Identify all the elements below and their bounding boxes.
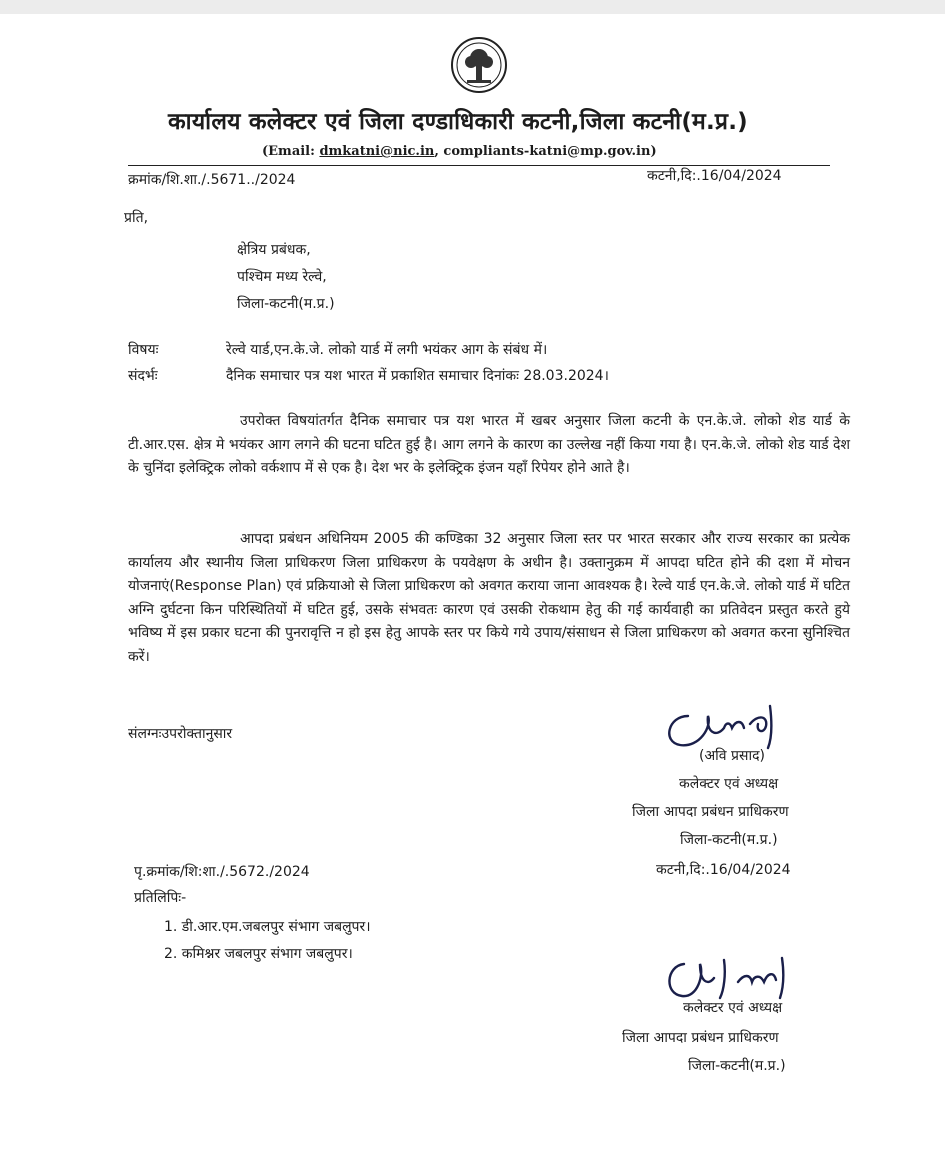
letter-ref-number: क्रमांक/शि.शा./.5671../2024 xyxy=(128,172,296,188)
copy-recipient-list xyxy=(164,914,371,968)
email-line xyxy=(262,144,657,159)
signatory-title-3: जिला-कटनी(म.प्र.) xyxy=(680,832,778,848)
signatory-title-1: कलेक्टर एवं अध्यक्ष xyxy=(679,776,779,792)
copy-signatory-title-2: जिला आपदा प्रबंधन प्राधिकरण xyxy=(622,1030,779,1046)
signatory-title-2: जिला आपदा प्रबंधन प्राधिकरण xyxy=(632,804,789,820)
email-prefix: (Email: xyxy=(262,144,320,159)
signatory-name: (अवि प्रसाद) xyxy=(699,748,765,764)
reference-label: संदर्भः xyxy=(128,368,158,384)
list-item: 1. डी.आर.एम.जबलपुर संभाग जबलुपर। xyxy=(164,919,371,935)
paragraph-text-1: उपरोक्त विषयांतर्गत दैनिक समाचार पत्र यश भारत में खबर अनुसार जिला कटनी के एन.के.जे. लोको शेड यार्ड के टी.आर.एस. क्षेत्र मे भयंकर आग लगने की घटना घटित हुई है। आग लगने के कारण का उल्लेख नहीं किया गया है। एन.के.जे. लोको शेड यार्ड देश के चुनिंदा इलेक्ट्रिक लोको वर्कशाप में से एक है। देश भर के इलेक्ट्रिक इंजन यहाँ रिपेयर होने आते है। xyxy=(128,413,850,476)
body-paragraph-1 xyxy=(128,410,850,481)
reference-text: दैनिक समाचार पत्र यश भारत में प्रकाशित समाचार दिनांकः 28.03.2024। xyxy=(226,368,609,384)
copy-label: प्रतिलिपिः- xyxy=(134,890,187,906)
copy-ref-number: पृ.क्रमांक/शि:शा./.5672./2024 xyxy=(134,864,310,880)
list-item: 2. कमिश्नर जबलपुर संभाग जबलुपर। xyxy=(164,946,353,962)
copy-signatory-title-3: जिला-कटनी(म.प्र.) xyxy=(688,1058,786,1074)
body-paragraph-2 xyxy=(128,528,850,669)
email-suffix: ) xyxy=(650,144,657,159)
top-bar xyxy=(0,0,945,14)
email-separator: , xyxy=(434,144,444,159)
enclosure-note: संलग्नःउपरोक्तानुसार xyxy=(128,726,233,742)
letter-date: कटनी,दि:.16/04/2024 xyxy=(647,168,782,184)
email-link-complaints[interactable]: compliants-katni@mp.gov.in xyxy=(443,144,651,159)
addressee-line-3: जिला-कटनी(म.प्र.) xyxy=(237,296,335,312)
addressee-line-2: पश्चिम मध्य रेल्वे, xyxy=(237,269,327,285)
to-label: प्रति, xyxy=(124,210,149,226)
subject-label: विषयः xyxy=(128,342,159,358)
district-emblem-icon xyxy=(450,34,508,96)
addressee-line-1: क्षेत्रिय प्रबंधक, xyxy=(237,242,311,258)
office-title: कार्यालय कलेक्टर एवं जिला दण्डाधिकारी कटनी,जिला कटनी(म.प्र.) xyxy=(168,109,748,135)
email-link-dm[interactable]: dmkatni@nic.in xyxy=(319,144,435,159)
copy-signatory-title-1: कलेक्टर एवं अध्यक्ष xyxy=(683,1000,783,1016)
subject-text: रेल्वे यार्ड,एन.के.जे. लोको यार्ड में लगी भयंकर आग के संबंध में। xyxy=(226,342,548,358)
copy-date: कटनी,दि:.16/04/2024 xyxy=(656,862,791,878)
paragraph-text-2: आपदा प्रबंधन अधिनियम 2005 की कण्डिका 32 अनुसार जिला स्तर पर भारत सरकार और राज्य सरकार का प्रत्येक कार्यालय और स्थानीय जिला प्राधिकरण जिला प्राधिकरण के पयवेक्षण के अधीन है। उक्तानुक्रम में आपदा घटित होने की दशा में मोचन योजनाएं(Response Plan) एवं प्रक्रियाओ से जिला प्राधिकरण को अवगत कराया जाना आवश्यक है। रेल्वे यार्ड एन.के.जे. लोको यार्ड में घटित अग्नि दुर्घटना किन परिस्थितियों में घटित हुई, उसके संभवतः कारण एवं उसकी रोकथाम हेतु की गई कार्यवाही का प्रतिवेदन प्रस्तुत करते हुये भविष्य में इस प्रकार घटना की पुनरावृत्ति न हो इस हेतु आपके स्तर पर किये गये उपाय/संसाधन से जिला प्राधिकरण को अवगत करना सुनिश्चित करें। xyxy=(128,531,850,665)
letter-page xyxy=(0,14,945,1170)
